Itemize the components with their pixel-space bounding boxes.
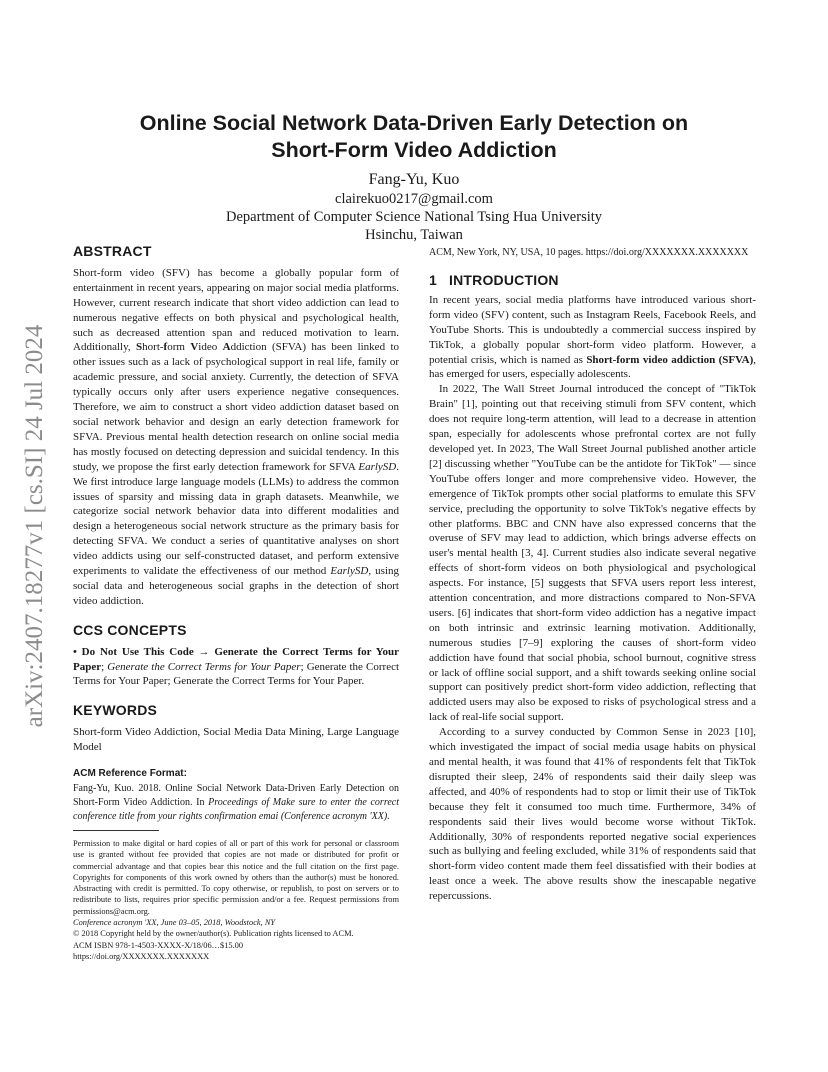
intro-heading bbox=[429, 273, 756, 288]
intro-paragraph-1: In recent years, social media platforms have introduced various short-form video (SFV) content, such as Instagram Reels, Facebook Reels, and YouTube Shorts. This is undoubtedly a commercial success inspired by TikTok, a globally popular short-form video platform. However, a potential crisis, which is named as Short-form video addiction (SFVA), has emerged for users, especially adolescents. bbox=[429, 293, 756, 381]
copyright-line: © 2018 Copyright held by the owner/author(s). Publication rights licensed to ACM. bbox=[73, 929, 354, 939]
permission-notice: Permission to make digital or hard copies of all or part of this work for personal or classroom use is granted without fee provided that copies are not made or distributed for profit or commercial advantage and that copies bear this notice and the full citation on the first page. Copyrights for components of this work owned by others than the author(s) must be honored. Abstracting with credit is permitted. To copy otherwise, or republish, to post on servers or to redistribute to lists, requires prior specific permission and/or a fee. Request permissions from permissions@acm.org. bbox=[73, 839, 399, 916]
intro-paragraph-3: According to a survey conducted by Common Sense in 2023 [10], which investigated the impact of social media usage habits on physical and mental health, it was found that 41% of respondents felt that TikTok disrupted their sleep, 24% of respondents said their daily sleep was affected, and 40% of respondents had to stop or limit their use of TikTok because they felt it consumed too much time. Furthermore, 34% of respondents said their lives would become worse without TikTok. Additionally, 30% of respondents reported negative social experiences such as bullying and feeling excluded, while 31% of respondents said that short-form video content made them feel dissatisfied with their bodies at least once a week. The above results show the inescapable negative repercussions. bbox=[429, 726, 756, 903]
arxiv-watermark bbox=[22, 296, 48, 756]
isbn-line: ACM ISBN 978-1-4503-XXXX-X/18/06…$15.00 bbox=[73, 940, 244, 950]
acm-ref-continuation: ACM, New York, NY, USA, 10 pages. https://doi.org/XXXXXXX.XXXXXXX bbox=[429, 247, 749, 258]
title-line-2: Short-Form Video Addiction bbox=[271, 138, 557, 162]
abstract-heading: ABSTRACT bbox=[73, 243, 152, 259]
paper-title bbox=[74, 110, 754, 164]
author-location: Hsinchu, Taiwan bbox=[365, 227, 463, 243]
acm-ref-heading: ACM Reference Format: bbox=[73, 768, 187, 780]
section-title: INTRODUCTION bbox=[449, 272, 559, 288]
keywords-heading: KEYWORDS bbox=[73, 702, 158, 719]
author-affiliation: Department of Computer Science National Tsing Hua University bbox=[225, 209, 603, 225]
acm-ref-text: Fang-Yu, Kuo. 2018. Online Social Network Data-Driven Early Detection on Short-Form Video Addiction. In Proceedings of Make sure to enter the correct conference title from your rights confirmation emai (Conference acronym 'XX). bbox=[73, 783, 399, 822]
doi-line: https://doi.org/XXXXXXX.XXXXXXX bbox=[73, 951, 210, 961]
footnote-block bbox=[73, 838, 399, 962]
abstract-text: Short-form video (SFV) has become a globally popular form of entertainment in recent years, appearing on major social media platforms. However, current research indicate that short video addiction can lead to numerous negative effects on both physical and psychological health, such as decreased attention span and reduced motivation to learn. Additionally, Short-form Video Addiction (SFVA) has been linked to other issues such as a lack of psychological support in real life, family or academic pressure, and social anxiety. Currently, the detection of SFVA typically occurs only after users experience negative consequences. Therefore, we aim to construct a short video addiction dataset based on social network behavior and design an early detection framework for SFVA. Previous mental health detection research on online social media has mostly focused on detecting depression and suicidal tendency. In this study, we propose the first early detection framework for SFVA EarlySD. We first introduce large language models (LLMs) to address the common issues of sparsity and missing data in graph datasets. Meanwhile, we categorize social network behavior data into different modalities and design a heterogeneous social network structure as the primary basis for detecting SFVA. We conduct a series of quantitative analyses on short video addicts using our self-constructed dataset, and perform extensive experiments to validate the effectiveness of our method EarlySD, using social data and heterogeneous social graphs in the detection of short video addiction. bbox=[73, 266, 400, 607]
ccs-text: • Do Not Use This Code → Generate the Correct Terms for Your Paper; Generate the Correct Terms for Your Paper; Generate the Correct Terms for Your Paper; Generate the Correct Terms for Your Paper. bbox=[73, 645, 400, 688]
section-number: 1 bbox=[429, 272, 437, 288]
author-block bbox=[74, 170, 754, 244]
author-name: Fang-Yu, Kuo bbox=[368, 171, 460, 188]
conference-info: Conference acronym 'XX, June 03–05, 2018, Woodstock, NY bbox=[73, 918, 276, 928]
arxiv-id: arXiv:2407.18277v1 [cs.SI] 24 Jul 2024 bbox=[21, 324, 48, 728]
intro-paragraph-2: In 2022, The Wall Street Journal introduced the concept of "TikTok Brain" [1], pointing out that receiving stimuli from SFV content, which does not require long-term attention, will lead to a decrease in attention span, especially for adolescents whose prefrontal cortex are not fully developed yet. In 2023, The Wall Street Journal published another article [2] discussing whether "YouTube can be the antidote for TikTok" — since YouTube offers longer and more comprehensive video. However, the emergence of TikTok prompts other social platforms to emulate this SFV service, precluding the opportunity to solve TikTok's negative effects by other platforms. BBC and CNN have also expressed concerns that the overuse of SFV may lead to addiction, which brings adverse effects on user's mental health [3, 4]. Current studies also indicate several negative effects of short-form videos on both physiological and psychological aspects. For instance, [5] suggests that SFVA users report less interest, attention concentration, and more distractions compared to Non-SFVA users. [6] indicates that short-form video addiction has a negative impact on both intrinsic and extrinsic learning motivation. Additionally, numerous studies [7–9] exploring the causes of short-form video addiction have found that social phobia, school burnout, cognitive stress or lack of offline social support, and a shift towards seeking online social support can positively predict short-form video addiction, reflecting that addicted users may also be exposed to risks of psychological stress and a lack of real-life social support. bbox=[429, 383, 756, 724]
footnote-rule bbox=[73, 830, 159, 831]
right-column bbox=[429, 246, 756, 904]
author-email: clairekuo0217@gmail.com bbox=[335, 191, 493, 207]
acm-ref-proceedings: Proceedings of Make sure to enter the correct conference title from your rights confirmation emai (Conference acronym 'XX). bbox=[73, 797, 399, 822]
ccs-heading: CCS CONCEPTS bbox=[73, 621, 187, 638]
title-line-1: Online Social Network Data-Driven Early Detection on bbox=[139, 111, 689, 135]
keywords-text: Short-form Video Addiction, Social Media Data Mining, Large Language Model bbox=[73, 726, 399, 754]
left-column bbox=[73, 244, 399, 824]
